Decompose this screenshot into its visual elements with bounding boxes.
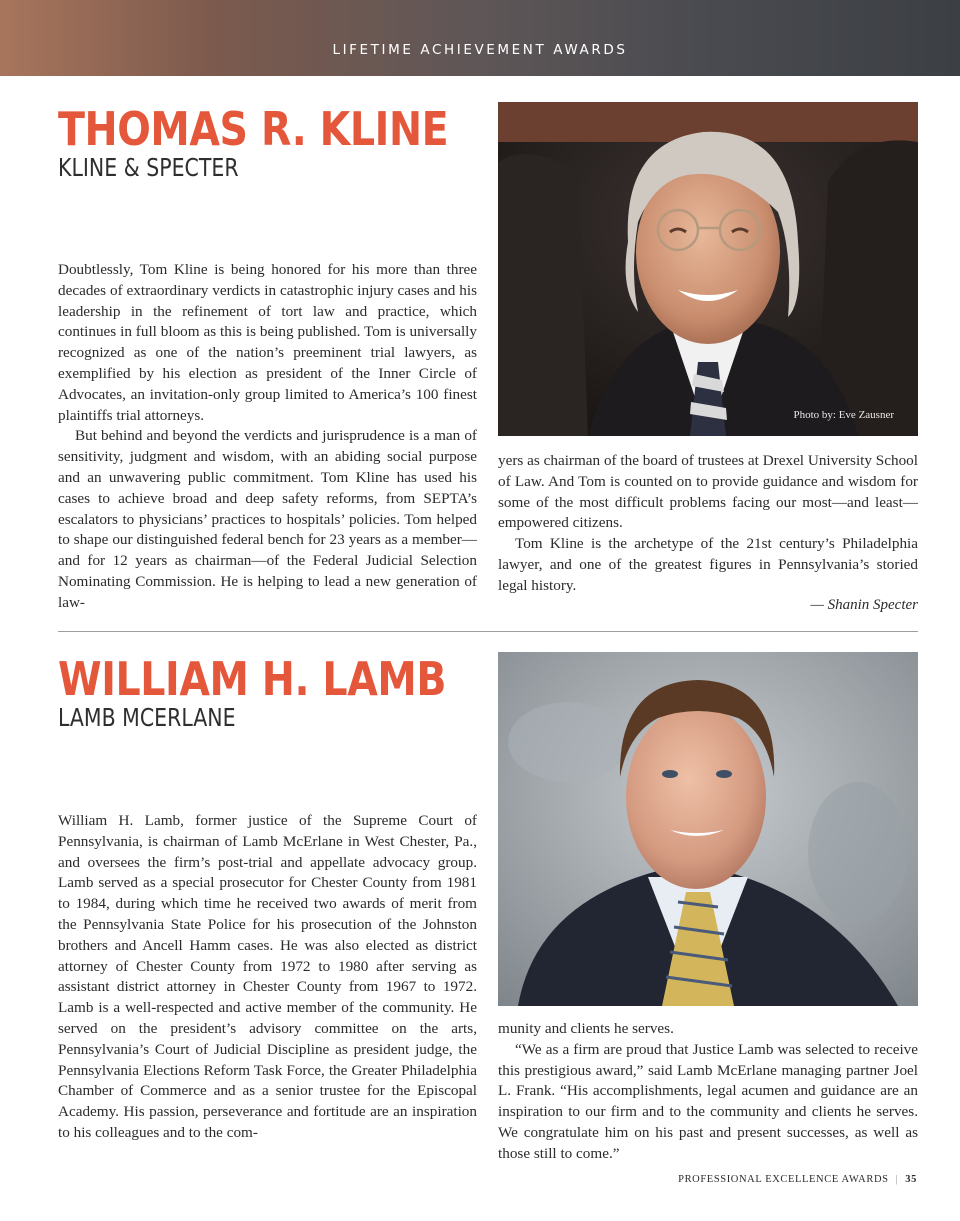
publication-name: PROFESSIONAL EXCELLENCE AWARDS [678, 1174, 889, 1185]
bio-right-column-lamb [498, 1019, 918, 1165]
header-band [0, 0, 960, 76]
paragraph: Tom Kline is the archetype of the 21st century’s Philadelphia lawyer, and one of the greatest figures in Pennsylvania’s storied legal history. [498, 535, 918, 594]
paragraph: yers as chairman of the board of trustees at Drexel University School of Law. And Tom is counted on to provide guidance and wisdom for some of the most difficult problems facing our most—and least—empowered citizens. [498, 452, 918, 532]
paragraph: But behind and beyond the verdicts and jurisprudence is a man of sensitivity, judgment and wisdom, with an abiding social purpose and an unwavering public commitment. Tom Kline has used his cases to achieve broad and deep safety reforms, from SEPTA’s escalators to physicians’ practices to hospitals’ policies. Tom helped to shape our distinguished federal bench for 23 years as a member—and for 12 years as chairman—of the Federal Judicial Selection Nominating Commission. He is helping to lead a new generation of law- [58, 427, 477, 611]
page-number: 35 [905, 1174, 917, 1185]
bio-left-column-kline [58, 260, 477, 614]
section-title: LIFETIME ACHIEVEMENT AWARDS [332, 42, 628, 58]
portrait-photo-lamb [498, 652, 918, 1006]
bio-left-column-lamb [58, 811, 477, 1144]
paragraph: “We as a firm are proud that Justice Lamb was selected to receive this prestigious award,” said Lamb McErlane managing partner Joel L. Frank. “His accomplishments, legal acumen and guidance are an inspiration to our firm and to the community and clients he serves. We congratulate him on his past and present successes, as well as those still to come.” [498, 1040, 918, 1162]
portrait-photo-kline [498, 102, 918, 436]
honoree-name-lamb: WILLIAM H. LAMB [58, 652, 447, 706]
firm-name-lamb: LAMB MCERLANE [58, 703, 236, 732]
page-footer [678, 1174, 917, 1185]
paragraph: William H. Lamb, former justice of the Supreme Court of Pennsylvania, is chairman of Lamb McErlane in West Chester, Pa., and oversees the firm’s post-trial and appellate advocacy group. Lamb served as a special prosecutor for Chester County from 1981 to 1984, during which time he received two awards of merit from the Pennsylvania State Police for his prosecution of the Johnston brothers and Ancell Hamm cases. He was also elected as district attorney of Chester County from 1972 to 1980 after serving as assistant district attorney in Chester County from 1967 to 1972. Lamb is a well-respected and active member of the community. He served on the president’s advisory committee on the arts, Pennsylvania’s Court of Judicial Discipline as president judge, the Pennsylvania Elections Reform Task Force, the Greater Philadelphia Chamber of Commerce and as a senior trustee for the Episcopal Academy. His passion, perseverance and fortitude are an inspiration to his colleagues and to the com- [58, 812, 477, 1141]
firm-name-kline: KLINE & SPECTER [58, 153, 239, 182]
bio-right-column-kline [498, 451, 918, 597]
honoree-name-kline: THOMAS R. KLINE [58, 102, 449, 156]
section-divider [58, 631, 918, 632]
photo-credit: Photo by: Eve Zausner [793, 409, 894, 421]
paragraph: munity and clients he serves. [498, 1020, 674, 1037]
footer-separator: | [895, 1174, 899, 1185]
attribution: — Shanin Specter [810, 597, 918, 613]
paragraph: Doubtlessly, Tom Kline is being honored for his more than three decades of extraordinary verdicts in catastrophic injury cases and his leadership in the refinement of tort law and practice, which continues in full bloom as this is being published. Tom is universally recognized as one of the nation’s preeminent trial lawyers, as exemplified by his election as president of the Inner Circle of Advocates, an invitation-only group limited to America’s 100 finest plaintiffs trial attorneys. [58, 261, 477, 424]
